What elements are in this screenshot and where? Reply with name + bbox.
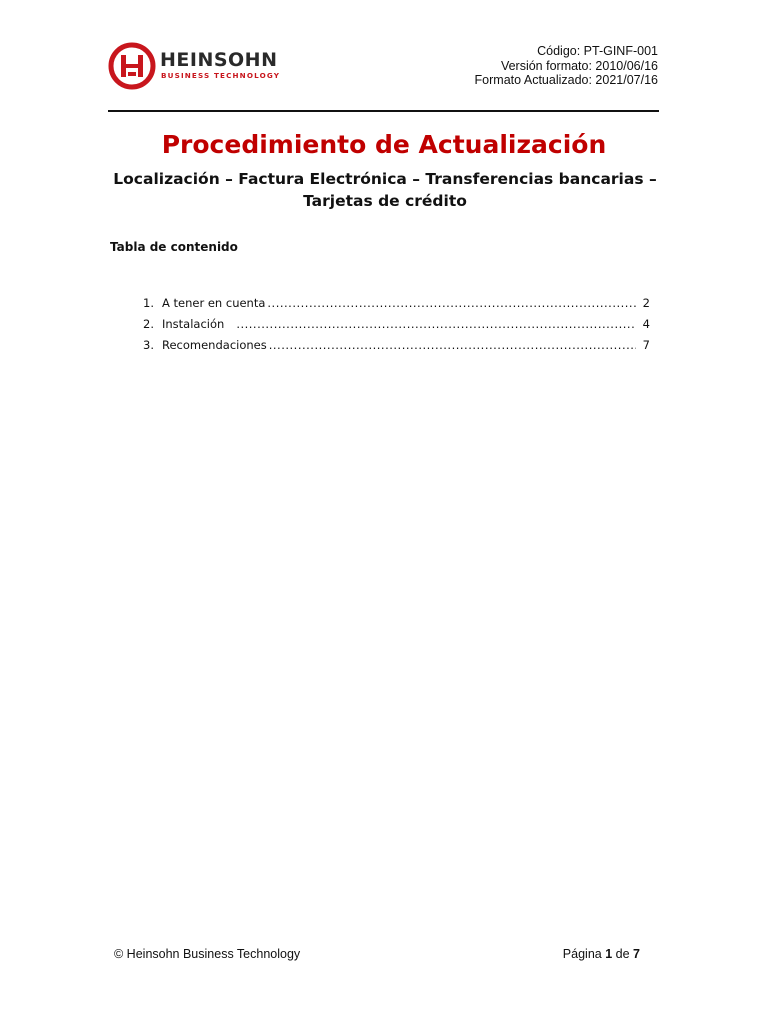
document-subtitle [100, 168, 670, 212]
toc-dot-leader [236, 317, 636, 331]
toc-entry-instalacion[interactable] [130, 317, 650, 338]
toc-entry-number: 1. [143, 296, 154, 310]
toc-entry-title: Instalación [162, 317, 225, 331]
toc-entry-number: 3. [143, 338, 154, 352]
logo-tagline: BUSINESS TECHNOLOGY [161, 71, 281, 80]
logo-wordmark: HEINSOHN [160, 49, 278, 71]
header-divider [108, 110, 659, 112]
format-updated: Formato Actualizado: 2021/07/16 [474, 73, 658, 87]
heinsohn-logo-icon [108, 42, 156, 90]
subtitle-line-2: Tarjetas de crédito [303, 192, 467, 210]
document-code: Código: PT-GINF-001 [537, 44, 658, 58]
document-metadata [475, 44, 658, 88]
footer-page-number [563, 947, 640, 961]
page-total: 7 [633, 947, 640, 961]
toc-entry-page: 2 [642, 296, 650, 310]
toc-entry-title: Recomendaciones [162, 338, 267, 352]
toc-dot-leader [269, 338, 636, 352]
document-title: Procedimiento de Actualización [161, 130, 607, 159]
toc-dot-leader [267, 296, 636, 310]
toc-entry-page: 7 [642, 338, 650, 352]
subtitle-line-1: Localización – Factura Electrónica – Transferencias bancarias – [113, 170, 657, 188]
page-current: 1 [605, 947, 613, 961]
footer-copyright: © Heinsohn Business Technology [114, 947, 301, 961]
table-of-contents [130, 296, 650, 359]
page-label: Página [562, 947, 602, 961]
toc-entry-a-tener-en-cuenta[interactable] [130, 296, 650, 317]
toc-entry-title: A tener en cuenta [162, 296, 266, 310]
toc-entry-number: 2. [143, 317, 154, 331]
toc-heading: Tabla de contenido [110, 240, 238, 254]
page-of-label: de [615, 947, 630, 961]
format-version: Versión formato: 2010/06/16 [500, 58, 658, 73]
company-logo [108, 42, 281, 90]
toc-entry-page: 4 [642, 317, 650, 331]
toc-entry-recomendaciones[interactable] [130, 338, 650, 359]
